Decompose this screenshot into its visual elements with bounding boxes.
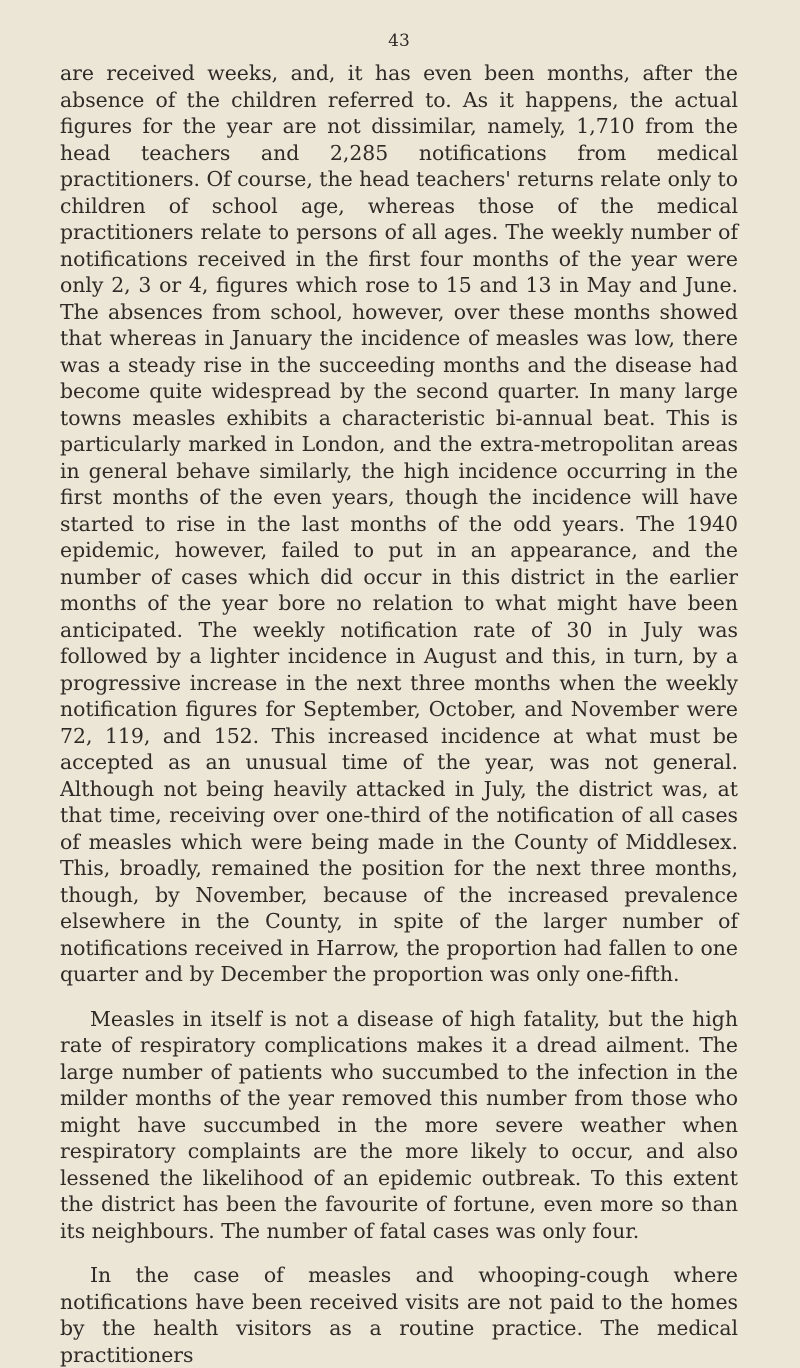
paragraph-measles-notifications: are received weeks, and, it has even been months, after the absence of the children referred to. As it happens, the actual figures for the year are not dissimilar, namely, 1,710 from the head teachers and 2,285 notifications from medical practitioners. Of course, the head teachers' returns relate only to children of school age, whereas those of the medical practitioners relate to persons of all ages. The weekly number of notifications received in the first four months of the year were only 2, 3 or 4, figures which rose to 15 and 13 in May and June. The absences from school, however, over these months showed that whereas in January the incidence of measles was low, there was a steady rise in the succeeding months and the disease had become quite widespread by the second quarter. In many large towns measles exhibits a characteristic bi-annual beat. This is particularly marked in London, and the extra-metropolitan areas in general behave similarly, the high incidence occurring in the first months of the even years, though the incidence will have started to rise in the last months of the odd years. The 1940 epidemic, however, failed to put in an appearance, and the number of cases which did occur in this district in the earlier months of the year bore no relation to what might have been anticipated. The weekly notification rate of 30 in July was followed by a lighter incidence in August and this, in turn, by a progressive increase in the next three months when the weekly notification figures for September, October, and November were 72, 119, and 152. This increased incidence at what must be accepted as an unusual time of the year, was not general. Although not being heavily attacked in July, the district was, at that time, receiving over one-third of the notification of all cases of measles which were being made in the County of Middlesex. This, broadly, remained the position for the next three months, though, by November, because of the increased prevalence elsewhere in the County, in spite of the larger number of notifications received in Harrow, the proportion had fallen to one quarter and by December the proportion was only one-fifth.: [60, 61, 738, 986]
paragraph-health-visitors: In the case of measles and whooping-cough where notifications have been received visits are not paid to the homes by the health visitors as a routine practice. The medical practitioners: [60, 1263, 738, 1367]
paragraph-measles-fatality: Measles in itself is not a disease of high fatality, but the high rate of respiratory complications makes it a dread ailment. The large number of patients who succumbed to the infection in the milder months of the year removed this number from those who might have succumbed in the more severe weather when respiratory complaints are the more likely to occur, and also lessened the likelihood of an epidemic outbreak. To this extent the district has been the favourite of fortune, even more so than its neighbours. The number of fatal cases was only four.: [60, 1006, 738, 1243]
page-number: 43: [388, 31, 410, 51]
